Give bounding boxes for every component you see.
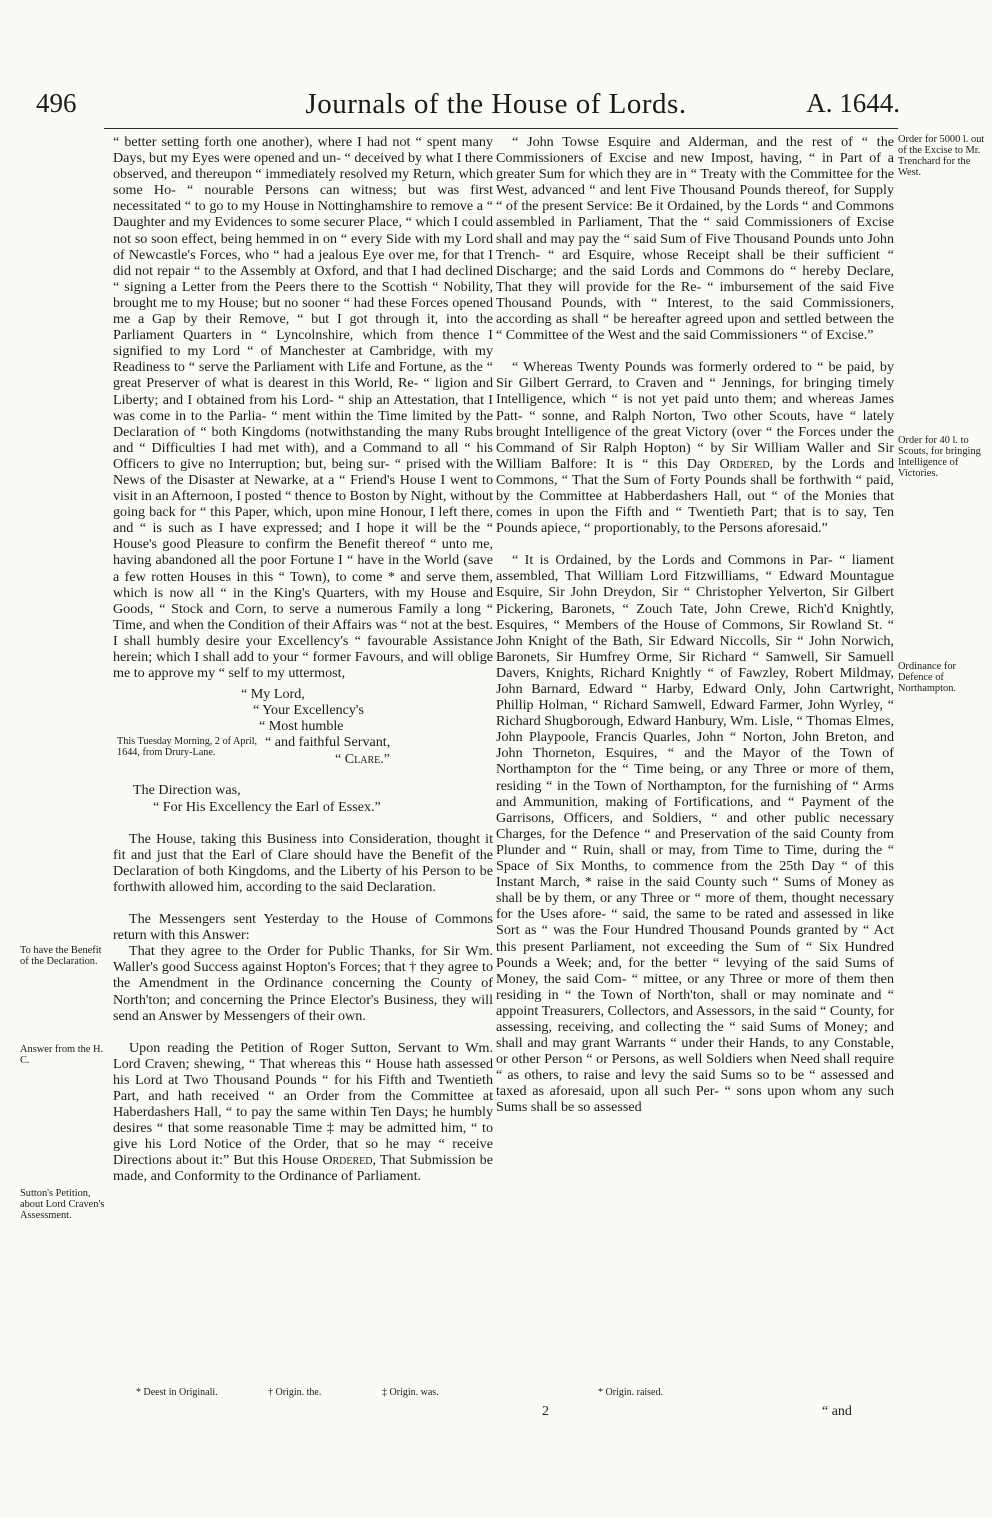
signature-block [113,734,493,782]
agree-paragraph: That they agree to the Order for Public Thanks, for Sir Wm. Waller's good Success against Hopton's Forces; that † they agree to the Amendment in the Ordinance concerning the County of North'ton; and concerning the Prince Elector's Business, they will send an Answer by Messengers of their own. [113,943,493,1024]
benefit-paragraph: The House, taking this Business into Consideration, thought it fit and just that the Earl of Clare should have the Benefit of the Declaration of both Kingdoms, and the Liberty of his Person to be forthwith allowed him, according to the said Declaration. [113,830,493,895]
ordered-word: Ordered [322,1152,373,1169]
sutton-petition-end: , That Submission be made, and Conformity to the Ordinance of Parliament. [113,1152,493,1185]
signature-humble: “ Most humble [259,718,344,735]
footnote-the: † Origin. the. [268,1387,322,1398]
clare-letter-text: “ better setting forth one another), where I had not “ spent many Days, but my Eyes were opened and un- “ deceived by what I there observed, and thereupon “ immediately resolved my Return, which some Ho- “ nourable Persons can witness; but was first necessitated “ to go to my House in Nottinghamshire to remove a “ Daughter and my Evidences to some securer Place, “ which I could not so soon effect, being hemmed in on “ every Side with my Lord of Newcastle's Forces, who “ had a jealous Eye over me, for that I did not repair “ to the Assembly at Oxford, and that I had declined “ signing a Letter from the Peers there to the Scottish “ Nobility, brought me to my House; but no sooner “ had these Forces opened me a Gap by their Remove, “ but I got through it, into the Parliament Quarters in “ Lyncolnshire, which from thence I signified to my Lord “ of Manchester at Cambridge, with my Readiness to “ serve the Parliament with Life and Fortune, as the “ great Preserver of what is dearest in this World, Re- “ ligion and Liberty; and I obtained from his Lord- “ ship an Attestation, that I was come in to the Parlia- “ ment within the Time limited by the Declaration of “ both Kingdoms (notwithstanding the many Rubs and “ Difficulties I had met with), and a Command to all “ his Officers to give no Interruption; but, being sur- “ prised with the News of the Disaster at Newarke, at a “ Friend's House I went to visit in an Afternoon, I posted “ thence to Boston by Night, without going back for “ this Paper, which, upon mine Honour, I left there, and “ is such as I have expressed; and I hope it will be the “ House's good Pleasure to confirm the Benefit thereof “ unto me, having abandoned all the poor Fortune I “ have in the World (save a few rotten Houses in this “ Town), to come * and serve them, which is now all “ in the King's Quarters, with my House and Goods, “ Stock and Corn, to serve a numerous Family a long “ Time, and when the Condition of their Affairs was “ not at the best. I shall humbly desire your Excellency's “ favourable Assistance herein; which I shall add to your “ former Favours, and will oblige me to approve my “ self to my uttermost, [113,134,493,682]
year-heading: A. 1644. [806,88,900,118]
footnote-deest: * Deest in Originali. [136,1387,218,1398]
footnote-was: ‡ Origin. was. [382,1387,439,1398]
footnote-raised: * Origin. raised. [598,1387,663,1398]
right-column [496,134,894,1116]
direction-line: “ For His Excellency the Earl of Essex.” [153,798,381,815]
margin-note-sutton: Sutton's Petition, about Lord Craven's Assessment. [20,1188,105,1221]
signature-clare: “ Clare.” [335,751,391,768]
signature-mark: 2 [542,1404,549,1419]
page-header [0,88,992,128]
letter-date: This Tuesday Morning, 2 of April, 1644, from Drury-Lane. [117,736,258,759]
catchword: “ and [822,1404,852,1419]
messengers-paragraph: The Messengers sent Yesterday to the House of Commons return with this Answer: [113,911,493,944]
direction-heading: The Direction was, [133,782,241,799]
left-column [113,134,493,1185]
margin-note-benefit: To have the Benefit of the Declaration. [20,945,102,967]
header-rule [104,128,898,129]
excise-order-paragraph: “ John Towse Esquire and Alderman, and the rest of “ the Commissioners of Excise and new Impost, having, “ in Part of a greater Sum for which they are in “ Treaty with the Committee for the West, advanced “ and lent Five Thousand Pounds thereof, for Supply “ of the present Service: Be it Ordained, by the Lords “ and Commons assembled in Parliament, That the “ said Commissioners of Excise shall and may pay the “ said Sum of Five Thousand Pounds unto John Trench- “ ard Esquire, whose Receipt shall be their sufficient “ Discharge; and the said Lords and Commons do “ hereby Declare, That they will provide for the Re- “ imbursement of the said Five Thousand Pounds, with “ Interest, to the said Commissioners, according as shall “ be hereafter agreed upon and settled between the “ Committee of the West and the said Commissioners “ of Excise.” [496,134,894,344]
signature-salutation: “ My Lord, [241,686,305,703]
scouts-order-end: , by the Lords and Commons, “ That the Sum of Forty Pounds shall be forthwith “ paid, by the Committee at Habberdashers Hall, out “ of the Monies that comes in upon the Fifth and “ Twentieth Part; that is to say, Ten Pounds apiece, “ proportionably, to the Persons aforesaid.” [496,455,894,537]
running-title: Journals of the House of Lords. [305,88,687,120]
margin-note-northampton: Ordinance for Defence of Northampton. [898,661,957,694]
sutton-petition-paragraph [113,1040,493,1185]
signature-excellency: “ Your Excellency's [253,702,364,719]
margin-note-scouts: Order for 40 l. to Scouts, for bringing Intelligence of Victories. [898,435,981,479]
margin-note-answer: Answer from the H. C. [20,1044,104,1066]
page-number: 496 [36,88,77,118]
signature-servant: “ and faithful Servant, [265,734,391,751]
ordered-word: Ordered [719,455,770,472]
sutton-petition-text: Upon reading the Petition of Roger Sutton, Servant to Wm. Lord Craven; shewing, “ That whereas this “ House hath assessed his Lord at Two Thousand Pounds “ for his Fifth and Twentieth Part, and hath received “ an Order from the Committee at Haberdashers Hall, “ to pay the same within Ten Days; he humbly desires “ that some reasonable Time ‡ may be admitted him, “ to give his Lord Notice of the Order, that so he may “ receive Directions about it:” But this House [113,1039,493,1169]
scouts-order-paragraph [496,359,894,536]
scouts-order-text: “ Whereas Twenty Pounds was formerly ordered to “ be paid, by Sir Gilbert Gerrard, to Craven and “ Jennings, for bringing timely Intelligence, which “ is not yet paid unto them; and whereas James Patt- “ sonne, and Ralph Norton, Two other Scouts, have “ lately brought Intelligence of the great Victory (over “ the Forces under the Command of Sir Ralph Hopton) “ by Sir William Waller and Sir William Balfore: It is “ this Day [496,359,894,472]
margin-note-excise: Order for 5000 l. out of the Excise to Mr. Trenchard for the West. [898,134,985,178]
northampton-ordinance-paragraph: “ It is Ordained, by the Lords and Commons in Par- “ liament assembled, That William Lord Fitzwilliams, “ Edward Mountague Esquire, Sir John Dreydon, Sir “ Christopher Yelverton, Sir Gilbert Pickering, Baronets, “ Zouch Tate, John Crewe, Rich'd Knightly, Esquires, “ Members of the House of Commons, Sir Rowland St. “ John Knight of the Bath, Sir Edward Niccolls, Sir “ John Norwich, Baronets, Sir Humfrey Orme, Sir Richard “ Samwell, Sir Samuell Davers, Knights, Richard Knightly “ of Fawzley, Robert Mildmay, John Barnard, Edward “ Harby, Edward Only, John Cartwright, Phillip Holman, “ Richard Samwell, Edward Farmer, John Wyrley, “ Richard Shugborough, Edward Hanbury, Wm. Lisle, “ Thomas Elmes, John Playpoole, Francis Quarles, John “ Norton, John Breton, and John Thorneton, Esquires, “ and the Mayor of the Town of Northampton for the “ Time being, or any Three or more of them, residing “ in the Town of Northampton, for the furnishing of “ Arms and Ammunition, making of Fortifications, and “ Payment of the Garrisons, Officers, and Soldiers, “ and other public necessary Charges, for the Defence “ and Preservation of the said County from Plunder and “ Ruin, shall or may, from Time to Time, during the “ Space of Six Months, to commence from the 25th Day “ of this Instant March, * raise in the said County such “ Sums of Money as shall be by them, or any Three or “ more of them, thought necessary for the Uses afore- “ said, the same to be rated and assessed in like Sort as “ was the Four Hundred Thousand Pounds granted by “ Act this present Parliament, not exceeding the Sum of “ Six Hundred Pounds a Week; and, for the better “ levying of the said Sums of Money, the said Com- “ mittee, or any Three or more of them then residing in “ the Town of North'ton, shall or may nominate and “ appoint Treasurers, Collectors, and Assessors, in the said “ County, for assessing, receiving, and collecting the “ said Sums of Money; and shall and may grant Warrants “ under their Hands, to any Constable, or other Person “ or Persons, as well Soldiers when Need shall require “ as others, to raise and levy the said Sums so to be “ assessed and taxed as aforesaid, upon all such Per- “ sons upon whom any such Sums shall be so assessed [496,552,894,1116]
